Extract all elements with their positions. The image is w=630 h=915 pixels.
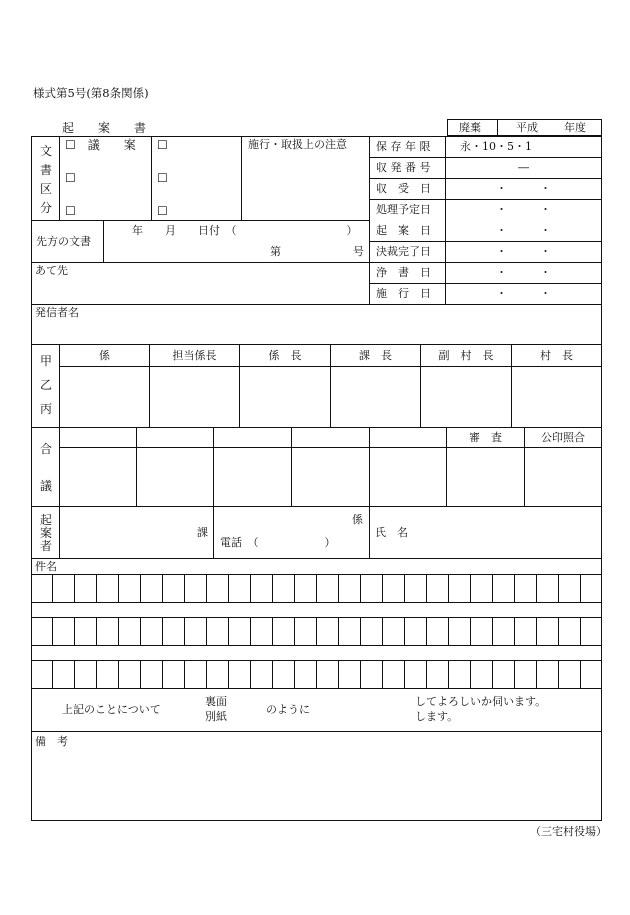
approval-header-deputy-mayor: 副 村 長: [438, 349, 494, 362]
subject-grid-cell[interactable]: [514, 660, 536, 689]
subject-grid-cell[interactable]: [74, 574, 96, 603]
approval-header-staff: 係: [99, 349, 110, 362]
subject-grid-cell[interactable]: [52, 617, 74, 646]
subject-grid-cell[interactable]: [338, 617, 360, 646]
subject-grid-cell[interactable]: [294, 660, 316, 689]
subject-grid-cell[interactable]: [470, 574, 492, 603]
subject-grid-cell[interactable]: [580, 574, 602, 603]
approval-header-section-chief: 係 長: [268, 349, 302, 362]
subject-grid-cell[interactable]: [382, 617, 404, 646]
retention-label: 保 存 年 限: [376, 140, 431, 153]
doc-number-label: 収 発 番 号: [376, 161, 431, 174]
received-date-value: ・ ・: [496, 182, 551, 195]
subject-grid-cell[interactable]: [272, 574, 294, 603]
subject-grid-cell[interactable]: [140, 660, 162, 689]
draft-date-label: 起 案 日: [376, 224, 431, 237]
subject-grid-cell[interactable]: [118, 574, 140, 603]
subject-grid-cell[interactable]: [272, 660, 294, 689]
subject-grid-cell[interactable]: [162, 574, 184, 603]
subject-grid-cell[interactable]: [404, 660, 426, 689]
request-option-back: 裏面: [205, 695, 227, 708]
subject-grid-cell[interactable]: [514, 574, 536, 603]
subject-grid-row-1[interactable]: [31, 574, 602, 603]
checkbox-bill[interactable]: ☐ 議 案: [65, 138, 136, 152]
subject-grid-cell[interactable]: [426, 660, 448, 689]
subject-grid-cell[interactable]: [448, 617, 470, 646]
subject-grid-cell[interactable]: [360, 660, 382, 689]
subject-grid-cell[interactable]: [96, 574, 118, 603]
subject-grid-cell[interactable]: [558, 617, 580, 646]
request-option-attachment: 別紙: [205, 710, 227, 723]
footer-office: （三宅村役場）: [530, 825, 607, 838]
checkbox-col1-row2[interactable]: ☐: [65, 171, 76, 185]
request-middle: のように: [266, 703, 310, 716]
subject-grid-cell[interactable]: [492, 574, 514, 603]
subject-grid-cell[interactable]: [206, 660, 228, 689]
consultation-char-1: 合: [40, 442, 53, 456]
doc-number-value: ―: [518, 161, 529, 174]
subject-grid-row-2[interactable]: [31, 617, 602, 646]
subject-grid-cell[interactable]: [206, 617, 228, 646]
retention-value: 永・10・5・1: [460, 140, 532, 153]
subject-grid-cell[interactable]: [360, 617, 382, 646]
subject-grid-cell[interactable]: [470, 617, 492, 646]
subject-grid-cell[interactable]: [272, 617, 294, 646]
form-number: 様式第5号(第8条関係): [33, 86, 149, 100]
drafter-char-1: 起: [40, 513, 53, 527]
consultation-char-2: 議: [40, 479, 53, 493]
drafter-name-label: 氏 名: [375, 526, 408, 539]
subject-grid-cell[interactable]: [558, 574, 580, 603]
approval-header-division-chief: 課 長: [359, 349, 392, 362]
subject-grid-cell[interactable]: [316, 660, 338, 689]
subject-grid-cell[interactable]: [184, 660, 206, 689]
clean-copy-date-label: 浄 書 日: [376, 266, 431, 279]
request-line-do: します。: [415, 710, 459, 723]
subject-grid-cell[interactable]: [74, 617, 96, 646]
subject-grid-cell[interactable]: [96, 660, 118, 689]
subject-grid-cell[interactable]: [96, 617, 118, 646]
drafter-section-label: 課: [197, 526, 208, 539]
subject-grid-cell[interactable]: [250, 574, 272, 603]
subject-grid-cell[interactable]: [536, 617, 558, 646]
checkbox-col2-row2[interactable]: ☐: [157, 171, 168, 185]
subject-grid-cell[interactable]: [316, 617, 338, 646]
subject-grid-cell[interactable]: [426, 617, 448, 646]
subject-grid-cell[interactable]: [228, 617, 250, 646]
request-prefix: 上記のことについて: [62, 703, 161, 716]
subject-grid-cell[interactable]: [250, 617, 272, 646]
subject-grid-cell[interactable]: [338, 660, 360, 689]
subject-grid-cell[interactable]: [404, 574, 426, 603]
enforcement-date-value: ・ ・: [496, 287, 551, 300]
subject-grid-cell[interactable]: [536, 660, 558, 689]
drafter-char-3: 者: [40, 539, 53, 553]
draft-date-value: ・ ・: [496, 224, 551, 237]
subject-grid-cell[interactable]: [514, 617, 536, 646]
subject-grid-cell[interactable]: [162, 617, 184, 646]
review-label: 審 査: [469, 431, 502, 444]
subject-grid-cell[interactable]: [294, 617, 316, 646]
planned-date-label: 処理予定日: [376, 203, 431, 216]
checkbox-col2-row3[interactable]: ☐: [157, 204, 168, 218]
counterpart-date-line: 年 月 日付 （ ）: [132, 224, 358, 237]
subject-grid-cell[interactable]: [228, 660, 250, 689]
subject-grid-cell[interactable]: [206, 574, 228, 603]
subject-grid-cell[interactable]: [448, 660, 470, 689]
subject-grid-cell[interactable]: [382, 660, 404, 689]
subject-grid-cell[interactable]: [31, 660, 52, 689]
subject-grid-cell[interactable]: [31, 617, 52, 646]
disposal-year-label: 年度: [564, 121, 586, 134]
subject-grid-cell[interactable]: [580, 660, 602, 689]
subject-grid-cell[interactable]: [404, 617, 426, 646]
doc-category-char-3: 区: [40, 182, 53, 196]
subject-grid-cell[interactable]: [118, 617, 140, 646]
doc-category-char-1: 文: [40, 144, 53, 158]
subject-grid-cell[interactable]: [140, 617, 162, 646]
counterpart-number-suffix: 号: [353, 245, 364, 258]
approval-date-value: ・ ・: [496, 245, 551, 258]
approval-row-label-3: 丙: [40, 402, 53, 416]
subject-grid-cell[interactable]: [448, 574, 470, 603]
subject-grid-cell[interactable]: [162, 660, 184, 689]
seal-check-label: 公印照合: [541, 431, 585, 444]
sender-label: 発信者名: [35, 306, 79, 319]
subject-grid-cell[interactable]: [228, 574, 250, 603]
received-date-label: 収 受 日: [376, 182, 431, 195]
counterpart-label: 先方の文書: [36, 235, 91, 248]
subject-grid-cell[interactable]: [118, 660, 140, 689]
remarks-label: 備 考: [35, 735, 68, 748]
doc-category-char-2: 書: [40, 163, 53, 177]
checkbox-col2-row1[interactable]: ☐: [157, 138, 168, 152]
subject-grid-cell[interactable]: [360, 574, 382, 603]
enforcement-date-label: 施 行 日: [376, 287, 431, 300]
approval-header-chief: 担当係長: [172, 349, 217, 362]
subject-grid-cell[interactable]: [316, 574, 338, 603]
subject-grid-cell[interactable]: [31, 574, 52, 603]
subject-grid-cell[interactable]: [52, 574, 74, 603]
doc-category-char-4: 分: [40, 201, 53, 215]
disposal-label: 廃棄: [459, 121, 481, 134]
subject-grid-cell[interactable]: [184, 617, 206, 646]
request-line-ask: してよろしいか伺います。: [415, 695, 547, 708]
subject-grid-cell[interactable]: [580, 617, 602, 646]
approval-header-mayor: 村 長: [540, 349, 573, 362]
subject-grid-cell[interactable]: [536, 574, 558, 603]
form-title: 起 案 書: [62, 121, 147, 135]
counterpart-number-prefix: 第: [270, 245, 281, 258]
planned-date-value: ・ ・: [496, 203, 551, 216]
approval-row-label-1: 甲: [40, 354, 53, 368]
subject-grid-cell[interactable]: [140, 574, 162, 603]
subject-grid-cell[interactable]: [492, 617, 514, 646]
notice-label: 施行・取扱上の注意: [248, 138, 347, 151]
subject-grid-cell[interactable]: [382, 574, 404, 603]
addressee-label: あて先: [35, 264, 68, 277]
subject-grid-cell[interactable]: [492, 660, 514, 689]
subject-grid-cell[interactable]: [558, 660, 580, 689]
disposal-era: 平成: [516, 121, 538, 134]
subject-grid-cell[interactable]: [294, 574, 316, 603]
approval-date-label: 決裁完了日: [376, 245, 431, 258]
subject-grid-cell[interactable]: [426, 574, 448, 603]
approval-row-label-2: 乙: [40, 378, 53, 392]
subject-grid-row-3[interactable]: [31, 660, 602, 689]
subject-grid-cell[interactable]: [470, 660, 492, 689]
subject-label: 件名: [35, 560, 57, 573]
subject-grid-cell[interactable]: [250, 660, 272, 689]
drafter-subsection-label: 係: [352, 513, 363, 526]
subject-grid-cell[interactable]: [52, 660, 74, 689]
clean-copy-date-value: ・ ・: [496, 266, 551, 279]
drafter-char-2: 案: [40, 526, 53, 540]
subject-grid-cell[interactable]: [184, 574, 206, 603]
checkbox-col1-row3[interactable]: ☐: [65, 204, 76, 218]
subject-grid-cell[interactable]: [338, 574, 360, 603]
subject-grid-cell[interactable]: [74, 660, 96, 689]
drafter-phone-label: 電話 （ ）: [220, 536, 336, 549]
